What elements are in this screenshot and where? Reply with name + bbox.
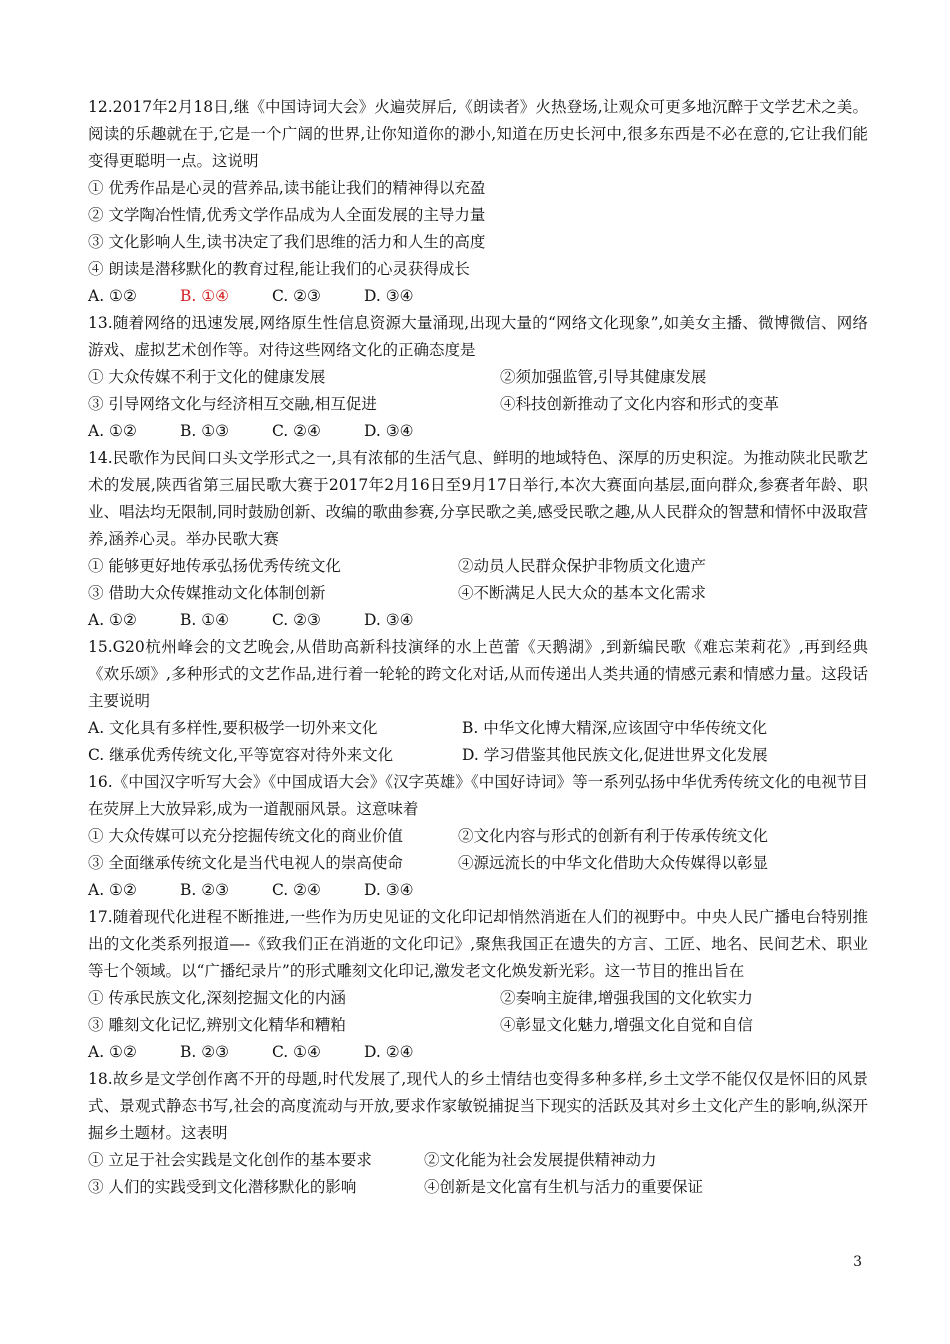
statement: ④科技创新推动了文化内容和形式的变革	[500, 395, 780, 413]
statement: ① 大众传媒可以充分挖掘传统文化的商业价值	[88, 827, 403, 845]
statement: ④ 朗读是潜移默化的教育过程,能让我们的心灵获得成长	[88, 260, 470, 278]
statement: ④源远流长的中华文化借助大众传媒得以彰显	[458, 854, 769, 872]
question-stem: 15.G20杭州峰会的文艺晚会,从借助高新科技演绎的水上芭蕾《天鹅湖》,到新编民歌《难忘茉莉花》,再到经典《欢乐颂》,多种形式的文艺作品,进行着一轮轮的跨文化对话,从而传递出人类共通的情感元素和情感力量。这段话主要说明	[88, 638, 868, 710]
statement-row	[88, 391, 868, 418]
question-13	[88, 310, 868, 445]
statement-row	[88, 850, 868, 877]
option-c: C. 继承优秀传统文化,平等宽容对待外来文化	[88, 746, 394, 764]
statement-row	[88, 1012, 868, 1039]
statement: ④不断满足人民大众的基本文化需求	[458, 584, 707, 602]
statement: ③ 文化影响人生,读书决定了我们思维的活力和人生的高度	[88, 233, 486, 251]
option-row	[88, 715, 868, 742]
option-row	[88, 742, 868, 769]
option-b: B. ①④	[180, 611, 230, 629]
question-18	[88, 1066, 868, 1201]
option-d: D. ③④	[364, 287, 414, 305]
statement: ① 能够更好地传承弘扬优秀传统文化	[88, 557, 341, 575]
statement-row	[88, 553, 868, 580]
question-stem: 18.故乡是文学创作离不开的母题,时代发展了,现代人的乡土情结也变得多种多样,乡土文学不能仅仅是怀旧的风景式、景观式静态书写,社会的高度流动与开放,要求作家敏锐捕捉当下现实的活跃及其对乡土文化产生的影响,纵深开掘乡土题材。这表明	[88, 1070, 868, 1142]
statement: ③ 全面继承传统文化是当代电视人的崇高使命	[88, 854, 403, 872]
option-a: A. ①②	[88, 287, 137, 305]
option-d: D. ③④	[364, 881, 414, 899]
option-c: C. ②④	[272, 881, 321, 899]
answer-options	[88, 607, 868, 634]
option-b: B. ②③	[180, 881, 230, 899]
question-15	[88, 634, 868, 769]
statement: ②奏响主旋律,增强我国的文化软实力	[500, 989, 753, 1007]
option-c: C. ②③	[272, 611, 321, 629]
question-stem: 12.2017年2月18日,继《中国诗词大会》火遍荧屏后,《朗读者》火热登场,让观众可更多地沉醉于文学艺术之美。阅读的乐趣就在于,它是一个广阔的世界,让你知道你的渺小,知道在历史长河中,很多东西是不必在意的,它让我们能变得更聪明一点。这说明	[88, 98, 868, 170]
option-c: C. ②④	[272, 422, 321, 440]
option-a: A. 文化具有多样性,要积极学一切外来文化	[88, 719, 378, 737]
statement: ②文化内容与形式的创新有利于传承传统文化	[458, 827, 769, 845]
question-stem: 17.随着现代化进程不断推进,一些作为历史见证的文化印记却悄然消逝在人们的视野中。中央人民广播电台特别推出的文化类系列报道—-《致我们正在消逝的文化印记》,聚焦我国正在遗失的方言、工匠、地名、民间艺术、职业等七个领域。以“广播纪录片”的形式雕刻文化印记,激发老文化焕发新光彩。这一节目的推出旨在	[88, 908, 868, 980]
statement-row	[88, 580, 868, 607]
statement: ③ 引导网络文化与经济相互交融,相互促进	[88, 395, 377, 413]
option-a: A. ①②	[88, 611, 137, 629]
question-stem: 16.《中国汉字听写大会》《中国成语大会》《汉字英雄》《中国好诗词》等一系列弘扬中华优秀传统文化的电视节目在荧屏上大放异彩,成为一道靓丽风景。这意味着	[88, 773, 868, 818]
statement: ②动员人民群众保护非物质文化遗产	[458, 557, 707, 575]
option-b: B. ②③	[180, 1043, 230, 1061]
answer-options	[88, 283, 868, 310]
statement: ① 大众传媒不利于文化的健康发展	[88, 368, 326, 386]
option-a: A. ①②	[88, 881, 137, 899]
statement: ③ 借助大众传媒推动文化体制创新	[88, 584, 326, 602]
option-d: D. ②④	[364, 1043, 414, 1061]
option-a: A. ①②	[88, 422, 137, 440]
option-b-highlighted: B. ①④	[180, 287, 230, 305]
question-16	[88, 769, 868, 904]
question-list	[88, 94, 868, 1201]
statement: ① 立足于社会实践是文化创作的基本要求	[88, 1151, 372, 1169]
option-d: D. 学习借鉴其他民族文化,促进世界文化发展	[462, 746, 768, 764]
option-b: B. 中华文化博大精深,应该固守中华传统文化	[462, 719, 768, 737]
option-c: C. ①④	[272, 1043, 321, 1061]
statement-row	[88, 823, 868, 850]
statement-row	[88, 985, 868, 1012]
question-14	[88, 445, 868, 634]
answer-options	[88, 418, 868, 445]
statement: ④创新是文化富有生机与活力的重要保证	[424, 1178, 704, 1196]
statement-row	[88, 364, 868, 391]
option-a: A. ①②	[88, 1043, 137, 1061]
question-stem: 14.民歌作为民间口头文学形式之一,具有浓郁的生活气息、鲜明的地域特色、深厚的历史积淀。为推动陕北民歌艺术的发展,陕西省第三届民歌大赛于2017年2月16日至9月17日举行,本次大赛面向基层,面向群众,参赛者年龄、职业、唱法均无限制,同时鼓励创新、改编的歌曲参赛,分享民歌之美,感受民歌之趣,从人民群众的智慧和情怀中汲取营养,涵养心灵。举办民歌大赛	[88, 449, 868, 548]
statement: ②文化能为社会发展提供精神动力	[424, 1151, 657, 1169]
statement: ②须加强监管,引导其健康发展	[500, 368, 707, 386]
statement: ④彰显文化魅力,增强文化自觉和自信	[500, 1016, 753, 1034]
answer-options	[88, 1039, 868, 1066]
statement: ① 优秀作品是心灵的营养品,读书能让我们的精神得以充盈	[88, 179, 486, 197]
option-b: B. ①③	[180, 422, 230, 440]
question-stem: 13.随着网络的迅速发展,网络原生性信息资源大量涌现,出现大量的“网络文化现象”,如美女主播、微博微信、网络游戏、虚拟艺术创作等。对待这些网络文化的正确态度是	[88, 314, 868, 359]
statement-row	[88, 1147, 868, 1174]
statement: ③ 人们的实践受到文化潜移默化的影响	[88, 1178, 357, 1196]
statement-row	[88, 1174, 868, 1201]
question-12	[88, 94, 868, 310]
statement: ① 传承民族文化,深刻挖掘文化的内涵	[88, 989, 346, 1007]
option-c: C. ②③	[272, 287, 321, 305]
option-d: D. ③④	[364, 422, 414, 440]
option-d: D. ③④	[364, 611, 414, 629]
statement: ③ 雕刻文化记忆,辨别文化精华和糟粕	[88, 1016, 346, 1034]
page-number: 3	[853, 1254, 862, 1270]
question-17	[88, 904, 868, 1066]
answer-options	[88, 877, 868, 904]
statement: ② 文学陶冶性情,优秀文学作品成为人全面发展的主导力量	[88, 206, 486, 224]
